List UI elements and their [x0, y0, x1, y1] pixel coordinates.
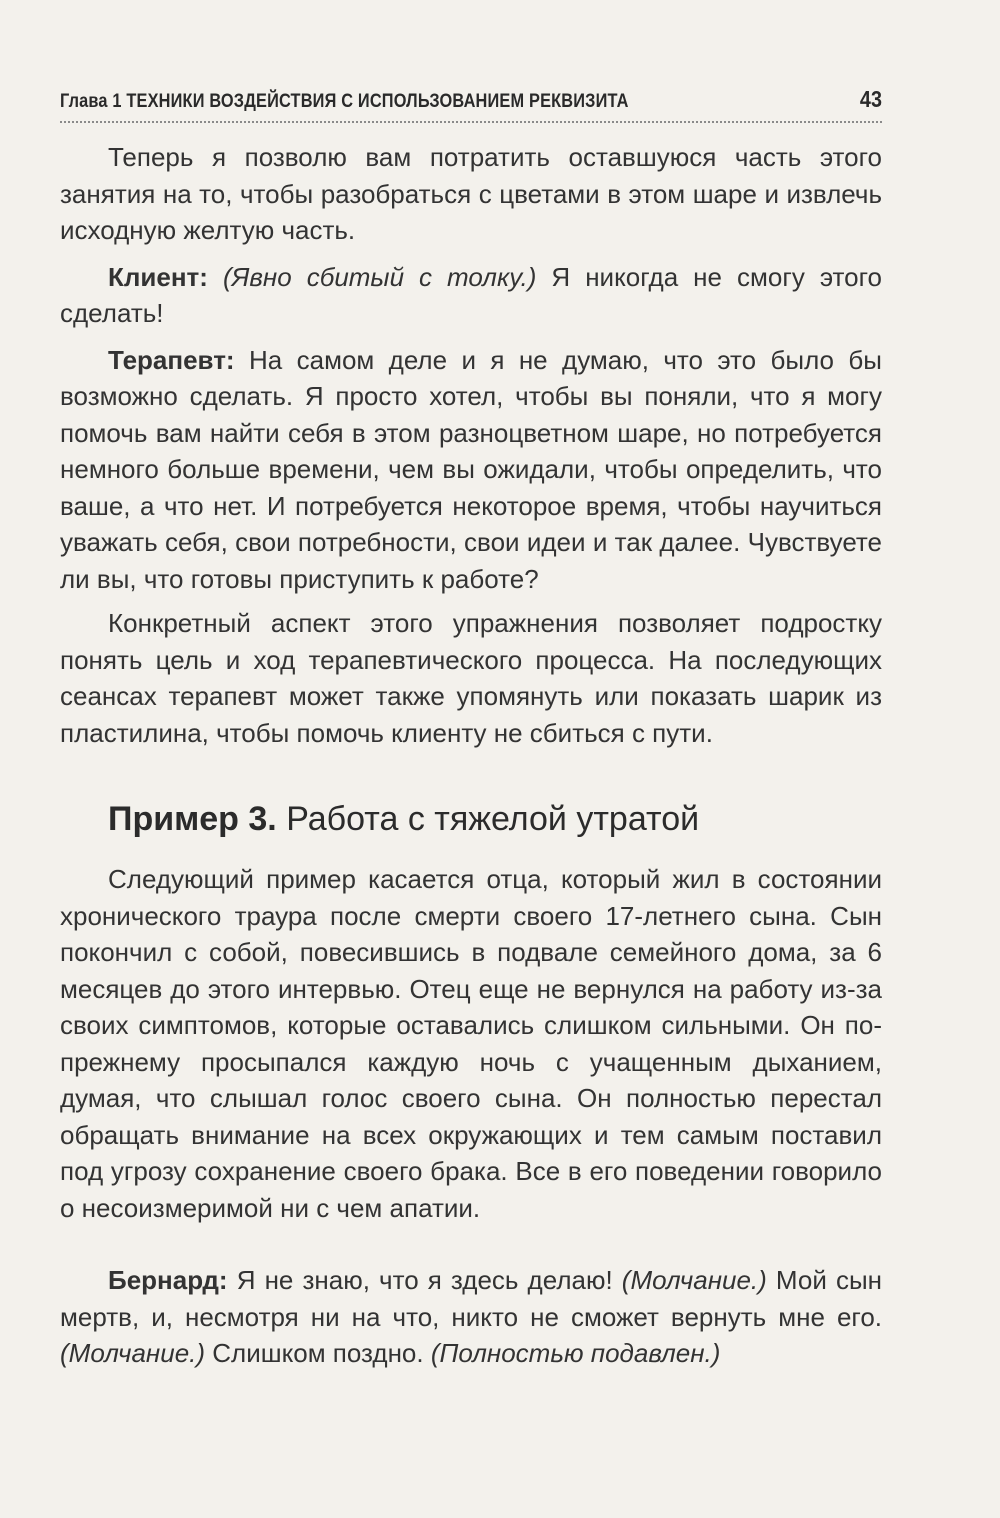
stage-direction: (Молчание.) [60, 1338, 206, 1368]
section-label: Пример 3. [108, 800, 277, 838]
text-block-commentary [60, 605, 882, 751]
bernard-line-3: Слишком поздно. [205, 1338, 431, 1368]
text-block-dialogue-2 [60, 1262, 882, 1372]
section-title: Работа с тяжелой утратой [276, 800, 700, 838]
book-page [60, 0, 882, 1518]
text-block-dialogue-1 [60, 139, 882, 597]
bernard-line-1: Я не знаю, что я здесь делаю! [227, 1265, 622, 1295]
paragraph-bernard [60, 1262, 882, 1372]
speaker-therapist: Терапевт: [108, 344, 235, 375]
header-divider [60, 121, 882, 123]
therapist-line: На самом деле и я не думаю, что это было бы возможно сделать. Я просто хотел, чтобы вы поняли, что я могу помочь вам найти себя в этом разноцветном шаре, но потребуется немного больше времени, чем вы ожидали, чтобы определить, что ваше, а что нет. И потребуется некоторое время, чтобы научиться уважать себя, свои потребности, свои идеи и так далее. Чувствуете ли вы, что готовы приступить к работе? [60, 344, 882, 594]
stage-direction: (Полностью подавлен.) [430, 1338, 721, 1368]
stage-direction: (Явно сбитый с толку.) [222, 261, 537, 292]
paragraph-example-description: Следующий пример касается отца, который жил в состоянии хронического траура после смерти своего 17-летнего сына. Сын покончил с собой, повесившись в подвале семейного дома, за 6 месяцев до этого интервью. Отец еще не вернулся на работу из-за своих симптомов, которые оставались слишком сильными. Он по-прежнему просыпался каждую ночь с учащенным дыханием, думая, что слышал голос своего сына. Он полностью перестал обращать внимание на всех окружающих и тем самым поставил под угрозу сохранение своего брака. Все в его поведении говорило о несоизмеримой ни с чем апатии. [60, 864, 882, 1223]
bernard-line-2: Мой сын мертв, и, несмотря ни на что, никто не сможет вернуть мне его. [60, 1265, 882, 1332]
paragraph-therapist-continuation: Теперь я позволю вам потратить оставшуюся часть этого занятия на то, чтобы разобраться с цветами в этом шаре и извлечь исходную желтую часть. [60, 142, 882, 245]
running-header [60, 86, 882, 113]
client-line: Я никогда не смогу этого сделать! [60, 261, 882, 328]
paragraph-client [60, 259, 882, 332]
paragraph-therapist [60, 342, 882, 598]
chapter-title: Глава 1 ТЕХНИКИ ВОЗДЕЙСТВИЯ С ИСПОЛЬЗОВАНИЕМ РЕКВИЗИТА [60, 91, 629, 112]
page-number: 43 [859, 86, 883, 112]
speaker-bernard: Бернард: [108, 1265, 228, 1295]
section-heading [108, 800, 699, 839]
stage-direction: (Молчание.) [621, 1265, 767, 1295]
text-block-example [60, 861, 882, 1226]
paragraph-commentary: Конкретный аспект этого упражнения позволяет подростку понять цель и ход терапевтического процесса. На последующих сеансах терапевт может также упомянуть или показать шарик из пластилина, чтобы помочь клиенту не сбиться с пути. [60, 608, 882, 748]
speaker-client: Клиент: [108, 261, 208, 292]
